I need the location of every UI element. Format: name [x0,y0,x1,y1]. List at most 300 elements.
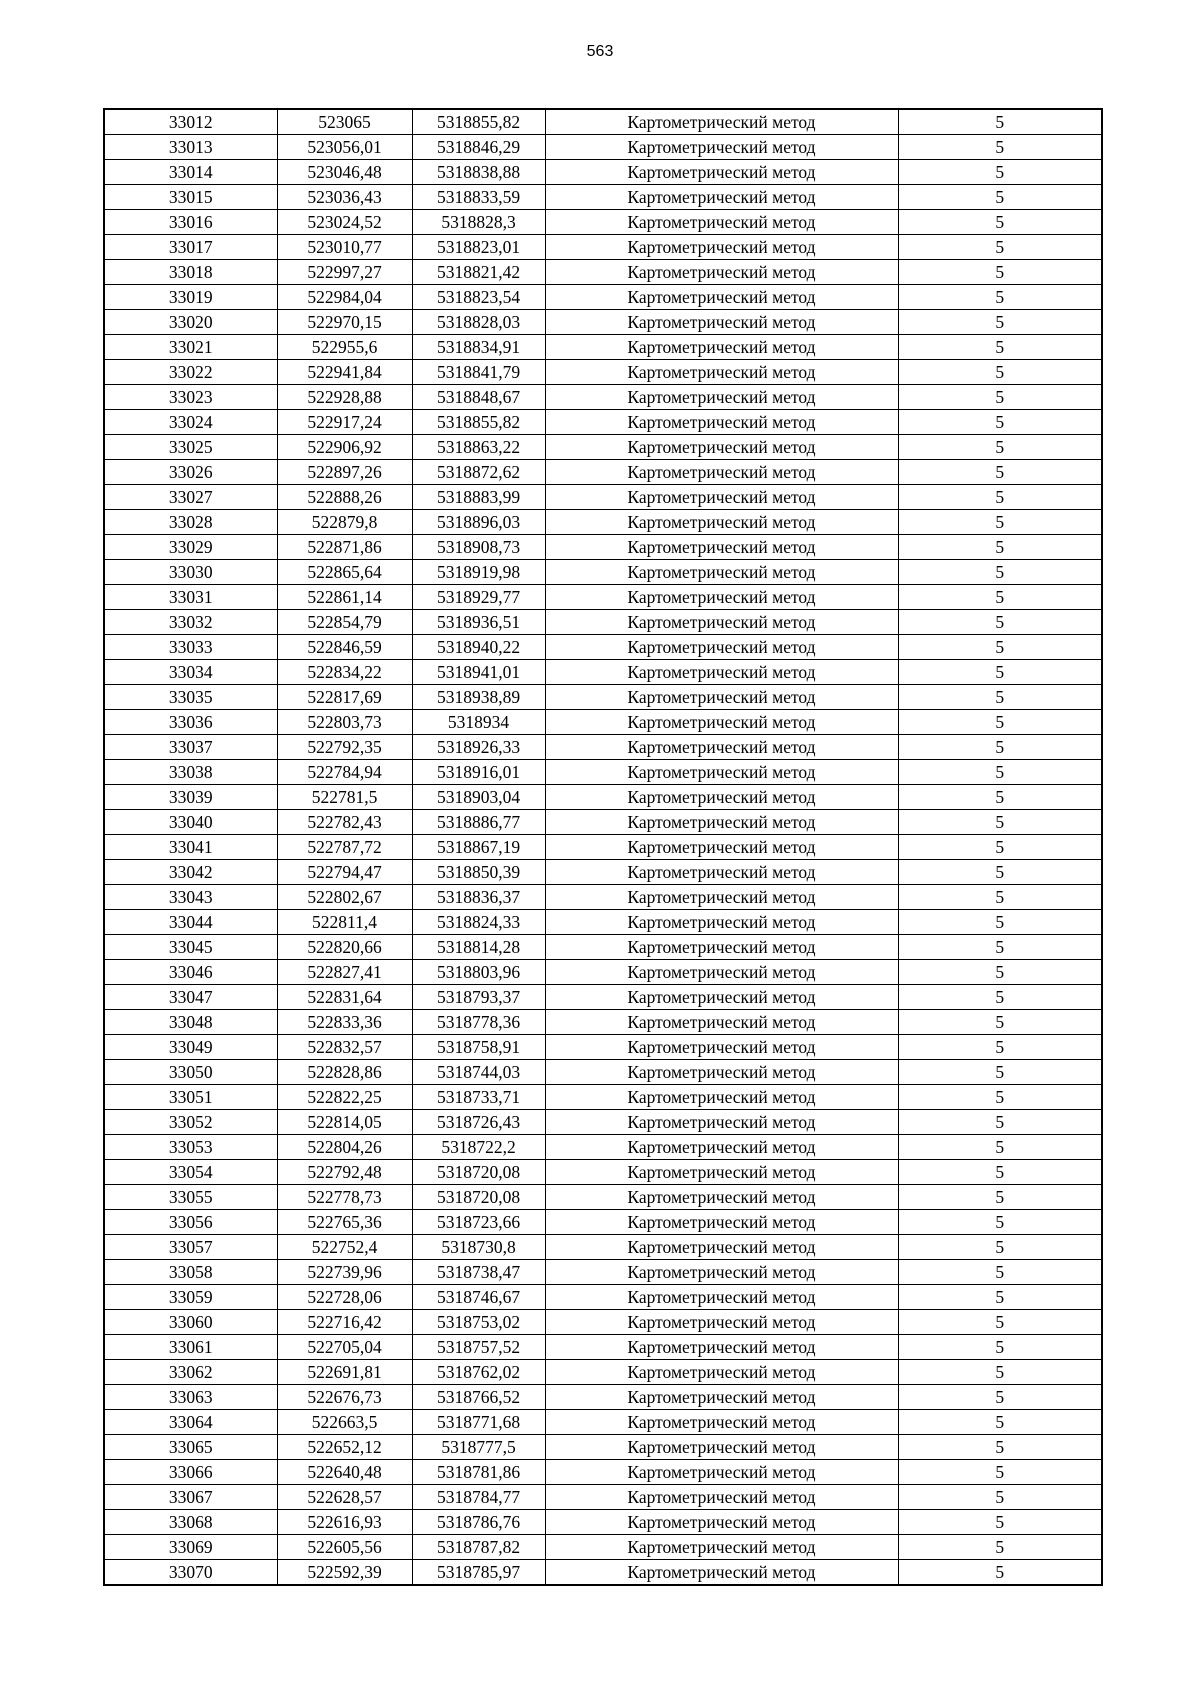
accuracy-cell: 5 [898,510,1102,535]
table-row [104,335,1102,360]
y-coordinate-cell: 5318867,19 [412,835,545,860]
table-row [104,1135,1102,1160]
accuracy-cell: 5 [898,1210,1102,1235]
accuracy-cell: 5 [898,535,1102,560]
point-number-cell: 33013 [104,135,277,160]
x-coordinate-cell: 522997,27 [277,260,412,285]
x-coordinate-cell: 523065 [277,109,412,135]
method-cell: Картометрический метод [545,1360,898,1385]
point-number-cell: 33064 [104,1410,277,1435]
accuracy-cell: 5 [898,109,1102,135]
table-row [104,735,1102,760]
accuracy-cell: 5 [898,1360,1102,1385]
table-row [104,560,1102,585]
y-coordinate-cell: 5318846,29 [412,135,545,160]
table-row [104,235,1102,260]
coordinates-table [103,108,1103,1586]
point-number-cell: 33029 [104,535,277,560]
table-row [104,610,1102,635]
x-coordinate-cell: 522832,57 [277,1035,412,1060]
x-coordinate-cell: 523046,48 [277,160,412,185]
point-number-cell: 33049 [104,1035,277,1060]
table-row [104,810,1102,835]
accuracy-cell: 5 [898,235,1102,260]
y-coordinate-cell: 5318803,96 [412,960,545,985]
y-coordinate-cell: 5318786,76 [412,1510,545,1535]
accuracy-cell: 5 [898,1035,1102,1060]
point-number-cell: 33067 [104,1485,277,1510]
accuracy-cell: 5 [898,285,1102,310]
point-number-cell: 33058 [104,1260,277,1285]
table-row [104,185,1102,210]
table-row [104,1210,1102,1235]
table-row [104,410,1102,435]
accuracy-cell: 5 [898,635,1102,660]
x-coordinate-cell: 522984,04 [277,285,412,310]
x-coordinate-cell: 522739,96 [277,1260,412,1285]
y-coordinate-cell: 5318828,03 [412,310,545,335]
method-cell: Картометрический метод [545,160,898,185]
table-row [104,585,1102,610]
accuracy-cell: 5 [898,1435,1102,1460]
method-cell: Картометрический метод [545,1535,898,1560]
point-number-cell: 33065 [104,1435,277,1460]
x-coordinate-cell: 522716,42 [277,1310,412,1335]
method-cell: Картометрический метод [545,710,898,735]
table-row [104,1385,1102,1410]
x-coordinate-cell: 522970,15 [277,310,412,335]
y-coordinate-cell: 5318938,89 [412,685,545,710]
table-row [104,910,1102,935]
point-number-cell: 33044 [104,910,277,935]
x-coordinate-cell: 522792,48 [277,1160,412,1185]
accuracy-cell: 5 [898,135,1102,160]
method-cell: Картометрический метод [545,960,898,985]
accuracy-cell: 5 [898,1260,1102,1285]
x-coordinate-cell: 522888,26 [277,485,412,510]
x-coordinate-cell: 523036,43 [277,185,412,210]
accuracy-cell: 5 [898,360,1102,385]
method-cell: Картометрический метод [545,1485,898,1510]
y-coordinate-cell: 5318824,33 [412,910,545,935]
point-number-cell: 33054 [104,1160,277,1185]
method-cell: Картометрический метод [545,435,898,460]
point-number-cell: 33061 [104,1335,277,1360]
point-number-cell: 33057 [104,1235,277,1260]
y-coordinate-cell: 5318784,77 [412,1485,545,1510]
table-row [104,1435,1102,1460]
method-cell: Картометрический метод [545,1235,898,1260]
point-number-cell: 33063 [104,1385,277,1410]
accuracy-cell: 5 [898,735,1102,760]
point-number-cell: 33043 [104,885,277,910]
point-number-cell: 33026 [104,460,277,485]
method-cell: Картометрический метод [545,1385,898,1410]
point-number-cell: 33035 [104,685,277,710]
x-coordinate-cell: 522831,64 [277,985,412,1010]
table-row [104,510,1102,535]
y-coordinate-cell: 5318886,77 [412,810,545,835]
x-coordinate-cell: 522605,56 [277,1535,412,1560]
table-row [104,835,1102,860]
x-coordinate-cell: 522640,48 [277,1460,412,1485]
point-number-cell: 33021 [104,335,277,360]
y-coordinate-cell: 5318766,52 [412,1385,545,1410]
x-coordinate-cell: 522652,12 [277,1435,412,1460]
point-number-cell: 33019 [104,285,277,310]
x-coordinate-cell: 522917,24 [277,410,412,435]
point-number-cell: 33031 [104,585,277,610]
accuracy-cell: 5 [898,1060,1102,1085]
point-number-cell: 33028 [104,510,277,535]
y-coordinate-cell: 5318787,82 [412,1535,545,1560]
point-number-cell: 33032 [104,610,277,635]
method-cell: Картометрический метод [545,735,898,760]
point-number-cell: 33062 [104,1360,277,1385]
point-number-cell: 33036 [104,710,277,735]
x-coordinate-cell: 522628,57 [277,1485,412,1510]
method-cell: Картометрический метод [545,685,898,710]
table-row [104,460,1102,485]
accuracy-cell: 5 [898,885,1102,910]
accuracy-cell: 5 [898,310,1102,335]
y-coordinate-cell: 5318828,3 [412,210,545,235]
y-coordinate-cell: 5318936,51 [412,610,545,635]
method-cell: Картометрический метод [545,210,898,235]
y-coordinate-cell: 5318926,33 [412,735,545,760]
method-cell: Картометрический метод [545,460,898,485]
accuracy-cell: 5 [898,985,1102,1010]
method-cell: Картометрический метод [545,1510,898,1535]
method-cell: Картометрический метод [545,485,898,510]
accuracy-cell: 5 [898,1410,1102,1435]
table-row [104,1035,1102,1060]
accuracy-cell: 5 [898,610,1102,635]
x-coordinate-cell: 522778,73 [277,1185,412,1210]
method-cell: Картометрический метод [545,510,898,535]
point-number-cell: 33020 [104,310,277,335]
y-coordinate-cell: 5318781,86 [412,1460,545,1485]
table-row [104,1085,1102,1110]
point-number-cell: 33033 [104,635,277,660]
table-row [104,860,1102,885]
table-row [104,109,1102,135]
accuracy-cell: 5 [898,960,1102,985]
table-body [104,109,1102,1585]
point-number-cell: 33059 [104,1285,277,1310]
y-coordinate-cell: 5318855,82 [412,109,545,135]
point-number-cell: 33038 [104,760,277,785]
method-cell: Картометрический метод [545,1335,898,1360]
point-number-cell: 33047 [104,985,277,1010]
y-coordinate-cell: 5318883,99 [412,485,545,510]
table-row [104,1285,1102,1310]
y-coordinate-cell: 5318834,91 [412,335,545,360]
y-coordinate-cell: 5318733,71 [412,1085,545,1110]
table-row [104,360,1102,385]
y-coordinate-cell: 5318916,01 [412,760,545,785]
accuracy-cell: 5 [898,385,1102,410]
accuracy-cell: 5 [898,685,1102,710]
table-row [104,1560,1102,1586]
accuracy-cell: 5 [898,860,1102,885]
table-row [104,1060,1102,1085]
method-cell: Картометрический метод [545,660,898,685]
accuracy-cell: 5 [898,835,1102,860]
method-cell: Картометрический метод [545,610,898,635]
accuracy-cell: 5 [898,560,1102,585]
table-row [104,1360,1102,1385]
point-number-cell: 33045 [104,935,277,960]
point-number-cell: 33017 [104,235,277,260]
method-cell: Картометрический метод [545,360,898,385]
point-number-cell: 33050 [104,1060,277,1085]
accuracy-cell: 5 [898,1510,1102,1535]
table-row [104,985,1102,1010]
accuracy-cell: 5 [898,760,1102,785]
accuracy-cell: 5 [898,785,1102,810]
accuracy-cell: 5 [898,1235,1102,1260]
point-number-cell: 33048 [104,1010,277,1035]
method-cell: Картометрический метод [545,285,898,310]
method-cell: Картометрический метод [545,1310,898,1335]
y-coordinate-cell: 5318855,82 [412,410,545,435]
y-coordinate-cell: 5318823,54 [412,285,545,310]
method-cell: Картометрический метод [545,1135,898,1160]
y-coordinate-cell: 5318777,5 [412,1435,545,1460]
x-coordinate-cell: 522592,39 [277,1560,412,1586]
y-coordinate-cell: 5318848,67 [412,385,545,410]
accuracy-cell: 5 [898,935,1102,960]
accuracy-cell: 5 [898,1310,1102,1335]
point-number-cell: 33060 [104,1310,277,1335]
y-coordinate-cell: 5318723,66 [412,1210,545,1235]
table-row [104,685,1102,710]
accuracy-cell: 5 [898,1135,1102,1160]
y-coordinate-cell: 5318919,98 [412,560,545,585]
x-coordinate-cell: 522616,93 [277,1510,412,1535]
y-coordinate-cell: 5318850,39 [412,860,545,885]
method-cell: Картометрический метод [545,985,898,1010]
y-coordinate-cell: 5318940,22 [412,635,545,660]
table-row [104,1110,1102,1135]
x-coordinate-cell: 522827,41 [277,960,412,985]
x-coordinate-cell: 522676,73 [277,1385,412,1410]
method-cell: Картометрический метод [545,185,898,210]
table-row [104,1535,1102,1560]
method-cell: Картометрический метод [545,835,898,860]
y-coordinate-cell: 5318833,59 [412,185,545,210]
point-number-cell: 33042 [104,860,277,885]
accuracy-cell: 5 [898,1160,1102,1185]
method-cell: Картометрический метод [545,135,898,160]
method-cell: Картометрический метод [545,235,898,260]
x-coordinate-cell: 522804,26 [277,1135,412,1160]
accuracy-cell: 5 [898,1460,1102,1485]
x-coordinate-cell: 522814,05 [277,1110,412,1135]
x-coordinate-cell: 522802,67 [277,885,412,910]
accuracy-cell: 5 [898,1185,1102,1210]
x-coordinate-cell: 522865,64 [277,560,412,585]
method-cell: Картометрический метод [545,1085,898,1110]
method-cell: Картометрический метод [545,1010,898,1035]
table-row [104,635,1102,660]
y-coordinate-cell: 5318744,03 [412,1060,545,1085]
accuracy-cell: 5 [898,1085,1102,1110]
point-number-cell: 33024 [104,410,277,435]
table-row [104,1460,1102,1485]
x-coordinate-cell: 522663,5 [277,1410,412,1435]
y-coordinate-cell: 5318934 [412,710,545,735]
table-row [104,1160,1102,1185]
method-cell: Картометрический метод [545,1060,898,1085]
point-number-cell: 33056 [104,1210,277,1235]
accuracy-cell: 5 [898,1285,1102,1310]
x-coordinate-cell: 522906,92 [277,435,412,460]
accuracy-cell: 5 [898,435,1102,460]
y-coordinate-cell: 5318908,73 [412,535,545,560]
accuracy-cell: 5 [898,485,1102,510]
point-number-cell: 33023 [104,385,277,410]
accuracy-cell: 5 [898,1335,1102,1360]
accuracy-cell: 5 [898,1535,1102,1560]
accuracy-cell: 5 [898,1560,1102,1586]
x-coordinate-cell: 522691,81 [277,1360,412,1385]
method-cell: Картометрический метод [545,1260,898,1285]
table-row [104,135,1102,160]
point-number-cell: 33012 [104,109,277,135]
method-cell: Картометрический метод [545,810,898,835]
point-number-cell: 33018 [104,260,277,285]
accuracy-cell: 5 [898,1385,1102,1410]
x-coordinate-cell: 522765,36 [277,1210,412,1235]
point-number-cell: 33027 [104,485,277,510]
point-number-cell: 33041 [104,835,277,860]
table-row [104,385,1102,410]
point-number-cell: 33070 [104,1560,277,1586]
x-coordinate-cell: 522781,5 [277,785,412,810]
accuracy-cell: 5 [898,810,1102,835]
y-coordinate-cell: 5318903,04 [412,785,545,810]
method-cell: Картометрический метод [545,635,898,660]
x-coordinate-cell: 522705,04 [277,1335,412,1360]
table-row [104,960,1102,985]
y-coordinate-cell: 5318929,77 [412,585,545,610]
point-number-cell: 33014 [104,160,277,185]
method-cell: Картометрический метод [545,535,898,560]
x-coordinate-cell: 522871,86 [277,535,412,560]
table-row [104,760,1102,785]
method-cell: Картометрический метод [545,109,898,135]
point-number-cell: 33034 [104,660,277,685]
x-coordinate-cell: 523024,52 [277,210,412,235]
x-coordinate-cell: 522879,8 [277,510,412,535]
method-cell: Картометрический метод [545,385,898,410]
y-coordinate-cell: 5318785,97 [412,1560,545,1586]
y-coordinate-cell: 5318757,52 [412,1335,545,1360]
point-number-cell: 33030 [104,560,277,585]
table-row [104,785,1102,810]
method-cell: Картометрический метод [545,310,898,335]
y-coordinate-cell: 5318836,37 [412,885,545,910]
point-number-cell: 33016 [104,210,277,235]
table-row [104,660,1102,685]
method-cell: Картометрический метод [545,785,898,810]
accuracy-cell: 5 [898,160,1102,185]
y-coordinate-cell: 5318863,22 [412,435,545,460]
x-coordinate-cell: 522787,72 [277,835,412,860]
x-coordinate-cell: 522861,14 [277,585,412,610]
x-coordinate-cell: 522792,35 [277,735,412,760]
accuracy-cell: 5 [898,660,1102,685]
method-cell: Картометрический метод [545,1435,898,1460]
accuracy-cell: 5 [898,460,1102,485]
table-row [104,1310,1102,1335]
x-coordinate-cell: 522782,43 [277,810,412,835]
method-cell: Картометрический метод [545,335,898,360]
accuracy-cell: 5 [898,1010,1102,1035]
table-row [104,1485,1102,1510]
accuracy-cell: 5 [898,910,1102,935]
y-coordinate-cell: 5318753,02 [412,1310,545,1335]
point-number-cell: 33022 [104,360,277,385]
x-coordinate-cell: 522803,73 [277,710,412,735]
y-coordinate-cell: 5318793,37 [412,985,545,1010]
y-coordinate-cell: 5318738,47 [412,1260,545,1285]
y-coordinate-cell: 5318778,36 [412,1010,545,1035]
page-number: 563 [586,43,614,60]
method-cell: Картометрический метод [545,935,898,960]
y-coordinate-cell: 5318941,01 [412,660,545,685]
x-coordinate-cell: 522928,88 [277,385,412,410]
x-coordinate-cell: 522822,25 [277,1085,412,1110]
method-cell: Картометрический метод [545,410,898,435]
y-coordinate-cell: 5318746,67 [412,1285,545,1310]
method-cell: Картометрический метод [545,1285,898,1310]
x-coordinate-cell: 522784,94 [277,760,412,785]
point-number-cell: 33046 [104,960,277,985]
method-cell: Картометрический метод [545,910,898,935]
point-number-cell: 33069 [104,1535,277,1560]
accuracy-cell: 5 [898,260,1102,285]
table-row [104,1410,1102,1435]
table-row [104,1185,1102,1210]
point-number-cell: 33052 [104,1110,277,1135]
accuracy-cell: 5 [898,410,1102,435]
y-coordinate-cell: 5318771,68 [412,1410,545,1435]
table-row [104,485,1102,510]
table-row [104,1335,1102,1360]
point-number-cell: 33025 [104,435,277,460]
point-number-cell: 33051 [104,1085,277,1110]
table-row [104,1235,1102,1260]
y-coordinate-cell: 5318823,01 [412,235,545,260]
method-cell: Картометрический метод [545,1185,898,1210]
table-row [104,285,1102,310]
x-coordinate-cell: 522811,4 [277,910,412,935]
y-coordinate-cell: 5318762,02 [412,1360,545,1385]
table-row [104,1010,1102,1035]
point-number-cell: 33040 [104,810,277,835]
y-coordinate-cell: 5318821,42 [412,260,545,285]
point-number-cell: 33015 [104,185,277,210]
point-number-cell: 33066 [104,1460,277,1485]
method-cell: Картометрический метод [545,560,898,585]
x-coordinate-cell: 522846,59 [277,635,412,660]
x-coordinate-cell: 522752,4 [277,1235,412,1260]
point-number-cell: 33055 [104,1185,277,1210]
method-cell: Картометрический метод [545,260,898,285]
